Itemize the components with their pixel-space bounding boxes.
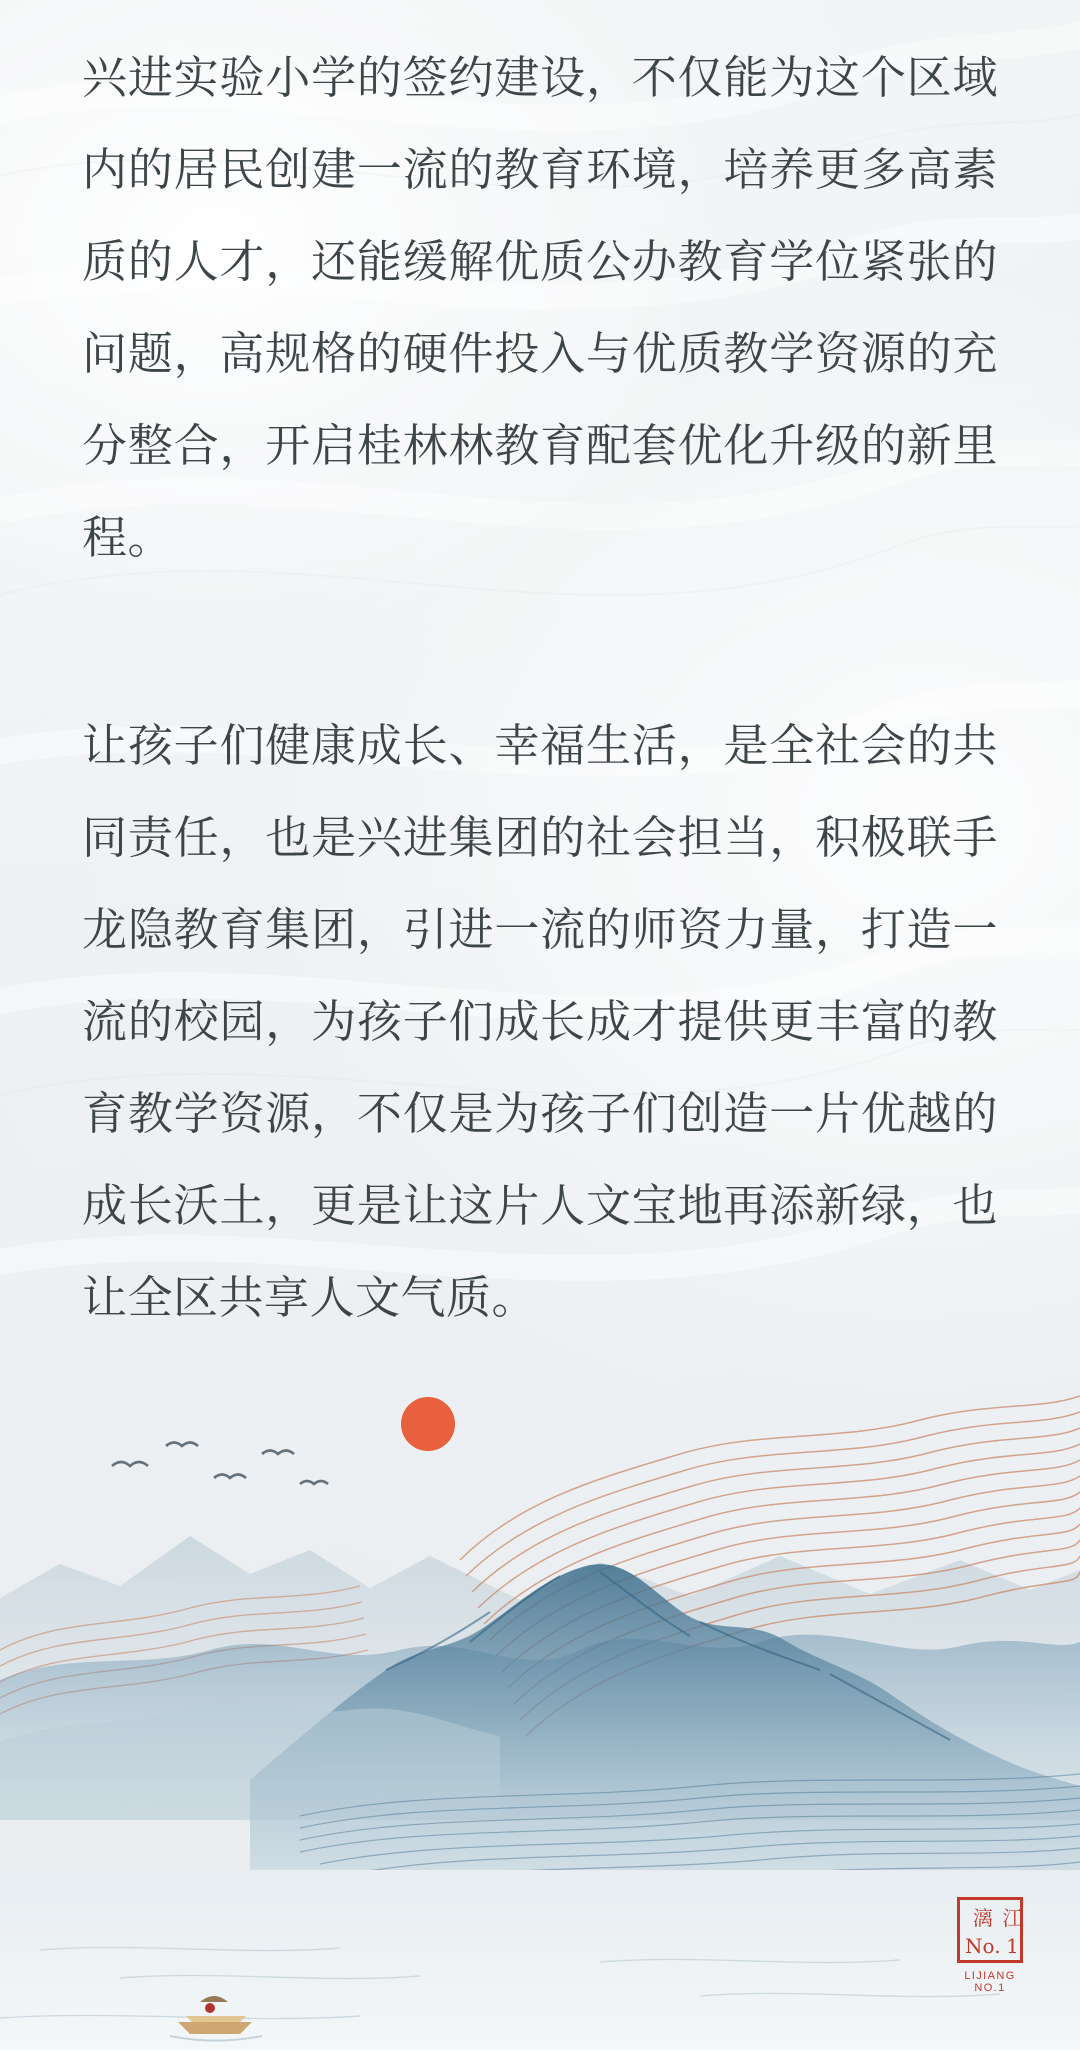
seal-stamp xyxy=(952,1897,1028,1994)
paragraph-1: 兴进实验小学的签约建设，不仅能为这个区域内的居民创建一流的教育环境，培养更多高素质的人才，还能缓解优质公办教育学位紧张的问题，高规格的硬件投入与优质教学资源的充分整合，开启桂林林教育配套优化升级的新里程。 xyxy=(82,52,998,563)
seal-glyph-3: No. xyxy=(965,1934,1001,1958)
seal-glyph-grid xyxy=(965,1905,1023,1958)
sun-icon xyxy=(401,1397,455,1451)
seal-glyph-1: 漓 xyxy=(972,1906,993,1930)
paragraph-2: 让孩子们健康成长、幸福生活，是全社会的共同责任，也是兴进集团的社会担当，积极联手龙隐教育集团，引进一流的师资力量，打造一流的校园，为孩子们成长成才提供更丰富的教育教学资源，不仅是为孩子们创造一片优越的成长沃土，更是让这片人文宝地再添新绿，也让全区共享人文气质。 xyxy=(82,720,998,1323)
birds-icon xyxy=(112,1443,328,1485)
water-surface xyxy=(0,1870,1080,2050)
seal-border xyxy=(957,1897,1023,1963)
landscape-illustration xyxy=(0,1350,1080,2050)
seal-glyph-2: 江 xyxy=(1002,1906,1023,1930)
seal-caption: LIJIANG NO.1 xyxy=(964,1970,1016,1994)
seal-glyph-4: 1 xyxy=(1006,1934,1019,1958)
